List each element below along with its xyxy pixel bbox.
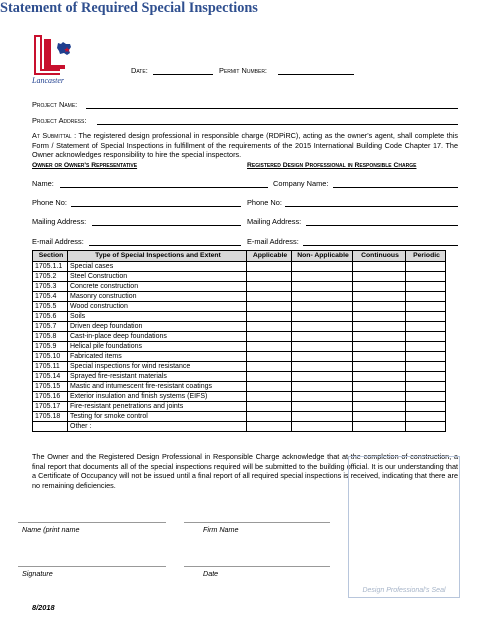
owner-name-label: Name: <box>32 179 54 188</box>
applicable-cell[interactable] <box>247 342 292 352</box>
table-row <box>33 322 446 332</box>
applicable-cell[interactable] <box>247 372 292 382</box>
applicable-cell[interactable] <box>247 382 292 392</box>
continuous-cell[interactable] <box>353 422 406 432</box>
applicable-cell[interactable] <box>247 282 292 292</box>
section-cell: 1705.9 <box>33 342 68 352</box>
table-row <box>33 332 446 342</box>
periodic-cell[interactable] <box>406 352 446 362</box>
continuous-cell[interactable] <box>353 322 406 332</box>
continuous-cell[interactable] <box>353 312 406 322</box>
non-applicable-cell[interactable] <box>292 372 353 382</box>
inspection-type-cell: Exterior insulation and finish systems (EIFS) <box>68 392 247 402</box>
applicable-cell[interactable] <box>247 362 292 372</box>
applicable-cell[interactable] <box>247 302 292 312</box>
periodic-cell[interactable] <box>406 262 446 272</box>
non-applicable-cell[interactable] <box>292 272 353 282</box>
continuous-cell[interactable] <box>353 392 406 402</box>
continuous-cell[interactable] <box>353 262 406 272</box>
section-cell: 1705.17 <box>33 402 68 412</box>
periodic-cell[interactable] <box>406 382 446 392</box>
company-name-field[interactable] <box>333 187 458 188</box>
continuous-cell[interactable] <box>353 282 406 292</box>
table-row <box>33 362 446 372</box>
inspection-type-cell: Driven deep foundation <box>68 322 247 332</box>
owner-name-field[interactable] <box>60 187 268 188</box>
owner-mailing-label: Mailing Address: <box>32 217 87 226</box>
non-applicable-cell[interactable] <box>292 402 353 412</box>
at-submittal-note <box>32 131 458 160</box>
periodic-cell[interactable] <box>406 422 446 432</box>
inspection-type-cell: Concrete construction <box>68 282 247 292</box>
signature-line[interactable] <box>18 566 166 567</box>
firm-name-label: Firm Name <box>203 525 239 534</box>
periodic-cell[interactable] <box>406 342 446 352</box>
project-name-field[interactable] <box>86 108 458 109</box>
rdp-mailing-label: Mailing Address: <box>247 217 302 226</box>
special-inspections-table <box>32 250 446 432</box>
non-applicable-cell[interactable] <box>292 332 353 342</box>
name-print-label: Name (print name <box>22 525 80 534</box>
page-title: Statement of Required Special Inspections <box>0 0 258 16</box>
column-header-non-applicable: Non- Applicable <box>292 251 353 262</box>
inspection-type-cell: Sprayed fire-resistant materials <box>68 372 247 382</box>
section-cell: 1705.16 <box>33 392 68 402</box>
inspection-type-cell: Wood construction <box>68 302 247 312</box>
applicable-cell[interactable] <box>247 312 292 322</box>
inspection-type-cell: Special inspections for wind resistance <box>68 362 247 372</box>
section-cell: 1705.7 <box>33 322 68 332</box>
at-submittal-label: At Submittal <box>32 131 72 140</box>
rdp-mailing-field[interactable] <box>306 225 458 226</box>
section-cell <box>33 422 68 432</box>
rdp-email-label: E-mail Address: <box>247 237 299 246</box>
date-label: Date: <box>131 66 148 75</box>
lancaster-logo <box>30 33 82 89</box>
applicable-cell[interactable] <box>247 422 292 432</box>
applicable-cell[interactable] <box>247 332 292 342</box>
non-applicable-cell[interactable] <box>292 342 353 352</box>
table-row <box>33 392 446 402</box>
non-applicable-cell[interactable] <box>292 382 353 392</box>
section-cell: 1705.18 <box>33 412 68 422</box>
revision-date: 8/2018 <box>32 603 55 612</box>
periodic-cell[interactable] <box>406 402 446 412</box>
name-signature-line[interactable] <box>18 522 166 523</box>
table-row <box>33 412 446 422</box>
project-name-label: Project Name: <box>32 100 78 109</box>
non-applicable-cell[interactable] <box>292 412 353 422</box>
at-submittal-text: : The registered design professional in responsible charge (RDPiRC), acting as the owner's agent, shall complete this Form / Statement of Special Inspections in fulfillment of the requirements of the 2015 International Building Code Chapter 17. The Owner acknowledges responsibility to hire the special inspectors. <box>32 131 459 159</box>
continuous-cell[interactable] <box>353 362 406 372</box>
rdp-phone-field[interactable] <box>285 206 458 207</box>
owner-phone-label: Phone No: <box>32 198 67 207</box>
table-row <box>33 292 446 302</box>
owner-mailing-field[interactable] <box>92 225 241 226</box>
continuous-cell[interactable] <box>353 292 406 302</box>
applicable-cell[interactable] <box>247 262 292 272</box>
owner-email-label: E-mail Address: <box>32 237 84 246</box>
inspection-type-cell: Other : <box>68 422 247 432</box>
non-applicable-cell[interactable] <box>292 352 353 362</box>
inspection-type-cell: Special cases <box>68 262 247 272</box>
section-cell: 1705.1.1 <box>33 262 68 272</box>
project-address-label: Project Address: <box>32 116 87 125</box>
signature-date-label: Date <box>203 569 219 578</box>
table-row <box>33 372 446 382</box>
applicable-cell[interactable] <box>247 402 292 412</box>
applicable-cell[interactable] <box>247 392 292 402</box>
non-applicable-cell[interactable] <box>292 422 353 432</box>
table-row <box>33 342 446 352</box>
applicable-cell[interactable] <box>247 412 292 422</box>
section-cell: 1705.15 <box>33 382 68 392</box>
applicable-cell[interactable] <box>247 322 292 332</box>
seal-label: Design Professional's Seal <box>362 587 446 594</box>
section-cell: 1705.4 <box>33 292 68 302</box>
periodic-cell[interactable] <box>406 372 446 382</box>
section-cell: 1705.10 <box>33 352 68 362</box>
column-header-periodic: Periodic <box>406 251 446 262</box>
periodic-cell[interactable] <box>406 272 446 282</box>
column-header-applicable: Applicable <box>247 251 292 262</box>
periodic-cell[interactable] <box>406 302 446 312</box>
logo-text: Lancaster <box>32 76 64 85</box>
design-professional-seal-box <box>348 456 460 598</box>
column-header-type: Type of Special Inspections and Extent <box>68 251 247 262</box>
inspection-type-cell: Soils <box>68 312 247 322</box>
inspection-type-cell: Fire-resistant penetrations and joints <box>68 402 247 412</box>
periodic-cell[interactable] <box>406 322 446 332</box>
non-applicable-cell[interactable] <box>292 262 353 272</box>
signature-label: Signature <box>22 569 53 578</box>
table-header-row <box>33 251 446 262</box>
non-applicable-cell[interactable] <box>292 282 353 292</box>
non-applicable-cell[interactable] <box>292 392 353 402</box>
table-row <box>33 272 446 282</box>
applicable-cell[interactable] <box>247 352 292 362</box>
applicable-cell[interactable] <box>247 292 292 302</box>
periodic-cell[interactable] <box>406 282 446 292</box>
continuous-cell[interactable] <box>353 342 406 352</box>
periodic-cell[interactable] <box>406 362 446 372</box>
continuous-cell[interactable] <box>353 332 406 342</box>
rdp-heading: Registered Design Professional in Responsible Charge <box>247 162 417 169</box>
section-cell: 1705.2 <box>33 272 68 282</box>
table-row <box>33 422 446 432</box>
company-name-label: Company Name: <box>273 179 329 188</box>
non-applicable-cell[interactable] <box>292 362 353 372</box>
table-row <box>33 282 446 292</box>
owner-email-field[interactable] <box>89 245 241 246</box>
periodic-cell[interactable] <box>406 412 446 422</box>
permit-number-field[interactable] <box>278 74 354 75</box>
non-applicable-cell[interactable] <box>292 312 353 322</box>
continuous-cell[interactable] <box>353 352 406 362</box>
continuous-cell[interactable] <box>353 412 406 422</box>
continuous-cell[interactable] <box>353 372 406 382</box>
column-header-section: Section <box>33 251 68 262</box>
owner-heading: Owner or Owner's Representative <box>32 162 138 169</box>
date-signature-line[interactable] <box>184 566 330 567</box>
firm-name-line[interactable] <box>184 522 330 523</box>
applicable-cell[interactable] <box>247 272 292 282</box>
table-row <box>33 302 446 312</box>
inspection-type-cell: Mastic and intumescent fire-resistant coatings <box>68 382 247 392</box>
continuous-cell[interactable] <box>353 302 406 312</box>
project-address-field[interactable] <box>97 124 458 125</box>
rdp-email-field[interactable] <box>303 245 458 246</box>
inspection-type-cell: Fabricated items <box>68 352 247 362</box>
table-row <box>33 262 446 272</box>
date-field[interactable] <box>153 74 213 75</box>
non-applicable-cell[interactable] <box>292 302 353 312</box>
lancaster-logo-icon <box>30 33 82 89</box>
section-cell: 1705.8 <box>33 332 68 342</box>
acknowledgement-text: The Owner and the Registered Design Professional in Responsible Charge acknowledge that at the completion of construction, a final report that documents all of the special inspections required will be submitted to the building official. It is our understanding that a Certificate of Occupancy will not be issued until a final report of all required special inspections is received, indicating that there are no remaining deficiencies. <box>32 452 458 490</box>
periodic-cell[interactable] <box>406 292 446 302</box>
table-row <box>33 402 446 412</box>
periodic-cell[interactable] <box>406 392 446 402</box>
inspection-type-cell: Steel Construction <box>68 272 247 282</box>
inspection-type-cell: Masonry construction <box>68 292 247 302</box>
section-cell: 1705.5 <box>33 302 68 312</box>
non-applicable-cell[interactable] <box>292 322 353 332</box>
section-cell: 1705.3 <box>33 282 68 292</box>
inspection-type-cell: Testing for smoke control <box>68 412 247 422</box>
rdp-phone-label: Phone No: <box>247 198 282 207</box>
section-cell: 1705.14 <box>33 372 68 382</box>
section-cell: 1705.6 <box>33 312 68 322</box>
continuous-cell[interactable] <box>353 402 406 412</box>
permit-number-label: Permit Number: <box>219 66 267 75</box>
section-cell: 1705.11 <box>33 362 68 372</box>
periodic-cell[interactable] <box>406 332 446 342</box>
column-header-continuous: Continuous <box>353 251 406 262</box>
inspection-type-cell: Cast-in-place deep foundations <box>68 332 247 342</box>
continuous-cell[interactable] <box>353 382 406 392</box>
table-row <box>33 312 446 322</box>
table-row <box>33 382 446 392</box>
continuous-cell[interactable] <box>353 272 406 282</box>
non-applicable-cell[interactable] <box>292 292 353 302</box>
periodic-cell[interactable] <box>406 312 446 322</box>
table-row <box>33 352 446 362</box>
owner-phone-field[interactable] <box>71 206 241 207</box>
table-body <box>33 262 446 432</box>
inspection-type-cell: Helical pile foundations <box>68 342 247 352</box>
